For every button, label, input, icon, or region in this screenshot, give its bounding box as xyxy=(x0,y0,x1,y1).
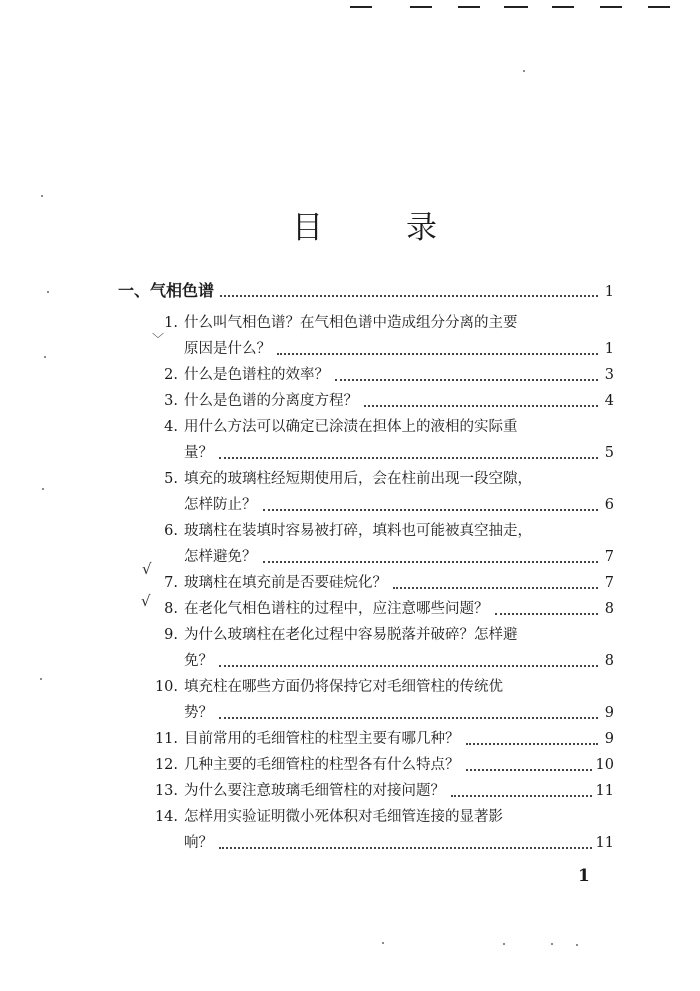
dot-leader xyxy=(466,769,592,771)
dot-leader xyxy=(393,587,598,589)
toc-entry-line[interactable] xyxy=(184,831,614,855)
entry-text: 填充柱在哪些方面仍将保持它对毛细管柱的传统优 xyxy=(184,679,503,695)
page-number: 1 xyxy=(578,866,590,886)
scan-speck xyxy=(44,356,46,358)
scan-speck xyxy=(503,943,505,945)
dot-leader xyxy=(219,457,598,459)
entry-page: 8 xyxy=(604,601,614,617)
entry-text: 怎样避免？ xyxy=(184,549,257,565)
dot-leader xyxy=(263,561,599,563)
entry-number: 9. xyxy=(164,627,178,643)
header-rules xyxy=(350,0,700,12)
entry-number: 5. xyxy=(164,471,178,487)
toc-entry-line[interactable] xyxy=(184,701,614,725)
entry-text: 怎样用实验证明微小死体积对毛细管连接的显著影 xyxy=(184,809,503,825)
entry-page: 11 xyxy=(595,783,614,799)
entry-page: 7 xyxy=(604,575,614,591)
toc-entry-line[interactable] xyxy=(146,727,614,751)
scan-speck xyxy=(41,195,43,197)
entry-text: 用什么方法可以确定已涂渍在担体上的液相的实际重 xyxy=(184,419,518,435)
dot-leader xyxy=(219,847,592,849)
entry-page: 9 xyxy=(604,731,614,747)
entry-page: 11 xyxy=(595,835,614,851)
entry-text: 什么叫气相色谱？在气相色谱中造成组分分离的主要 xyxy=(184,315,518,331)
scan-speck xyxy=(47,291,49,293)
section-label: 一、气相色谱 xyxy=(118,281,215,300)
dot-leader xyxy=(335,379,598,381)
toc-entry-line[interactable] xyxy=(156,389,614,413)
entry-number: 12. xyxy=(154,757,178,773)
entry-number: 4. xyxy=(164,419,178,435)
entry-text: 填充的玻璃柱经短期使用后，会在柱前出现一段空隙， xyxy=(184,471,532,487)
dot-leader xyxy=(277,353,598,355)
entry-number: 11. xyxy=(154,731,178,747)
entry-text: 什么是色谱柱的效率？ xyxy=(184,367,329,383)
toc-entry-line[interactable] xyxy=(184,493,614,517)
toc-entry-line[interactable] xyxy=(184,337,614,361)
scan-speck xyxy=(40,678,42,680)
toc-entry-line[interactable] xyxy=(156,571,614,595)
entry-number: 14. xyxy=(154,809,178,825)
entry-page: 8 xyxy=(604,653,614,669)
toc-entry-line[interactable] xyxy=(156,311,614,335)
toc-entry-line[interactable] xyxy=(156,597,614,621)
scan-speck xyxy=(523,70,525,72)
section-page: 1 xyxy=(604,284,614,300)
entry-number: 6. xyxy=(164,523,178,539)
toc-entry-line[interactable] xyxy=(146,675,614,699)
entry-text: 为什么玻璃柱在老化过程中容易脱落并破碎？怎样避 xyxy=(184,627,518,643)
entry-number: 7. xyxy=(164,575,178,591)
toc-entry-line[interactable] xyxy=(156,363,614,387)
entry-text: 势？ xyxy=(184,705,213,721)
title-char-1: 目 xyxy=(292,210,323,246)
entry-page: 9 xyxy=(604,705,614,721)
toc-entry-line[interactable] xyxy=(156,467,614,491)
entry-number: 2. xyxy=(164,367,178,383)
entry-text: 目前常用的毛细管柱的柱型主要有哪几种？ xyxy=(184,731,460,747)
entry-page: 10 xyxy=(595,757,614,773)
toc-entry-line[interactable] xyxy=(146,753,614,777)
entry-text: 怎样防止？ xyxy=(184,497,257,513)
dot-leader xyxy=(219,717,598,719)
scan-speck xyxy=(551,943,553,945)
toc-section[interactable] xyxy=(118,279,614,303)
toc-entry-line[interactable] xyxy=(184,545,614,569)
toc-entry-line[interactable] xyxy=(156,623,614,647)
dot-leader xyxy=(263,509,599,511)
dot-leader xyxy=(364,405,598,407)
entry-number: 3. xyxy=(164,393,178,409)
toc-entry-line[interactable] xyxy=(146,779,614,803)
entry-text: 玻璃柱在填充前是否要硅烷化？ xyxy=(184,575,387,591)
entry-number: 10. xyxy=(154,679,178,695)
scan-speck xyxy=(576,944,578,946)
entry-text: 原因是什么？ xyxy=(184,341,271,357)
toc-entry-line[interactable] xyxy=(156,415,614,439)
entry-text: 为什么要注意玻璃毛细管柱的对接问题？ xyxy=(184,783,445,799)
handwritten-check-icon: √ xyxy=(141,592,151,610)
entry-text: 玻璃柱在装填时容易被打碎，填料也可能被真空抽走， xyxy=(184,523,532,539)
scan-speck xyxy=(42,488,44,490)
entry-number: 1. xyxy=(164,315,178,331)
entry-text: 几种主要的毛细管柱的柱型各有什么特点？ xyxy=(184,757,460,773)
title-char-2: 录 xyxy=(406,210,437,246)
entry-page: 4 xyxy=(604,393,614,409)
handwritten-check-icon: √ xyxy=(142,560,152,578)
scan-speck xyxy=(382,942,384,944)
toc-entry-line[interactable] xyxy=(156,519,614,543)
entry-page: 6 xyxy=(604,497,614,513)
entry-page: 7 xyxy=(604,549,614,565)
entry-text: 响？ xyxy=(184,835,213,851)
entry-number: 13. xyxy=(154,783,178,799)
entry-page: 1 xyxy=(604,341,614,357)
entry-text: 什么是色谱的分离度方程？ xyxy=(184,393,358,409)
toc-entry-line[interactable] xyxy=(184,441,614,465)
entry-text: 免？ xyxy=(184,653,213,669)
dot-leader xyxy=(451,795,592,797)
handwritten-tick-icon: ﹀ xyxy=(152,332,165,346)
toc-entry-line[interactable] xyxy=(146,805,614,829)
page-title xyxy=(0,208,700,248)
dot-leader xyxy=(219,665,598,667)
dot-leader xyxy=(495,613,599,615)
entry-page: 3 xyxy=(604,367,614,383)
entry-text: 在老化气相色谱柱的过程中，应注意哪些问题？ xyxy=(184,601,489,617)
dot-leader xyxy=(466,743,599,745)
toc-entry-line[interactable] xyxy=(184,649,614,673)
entry-number: 8. xyxy=(164,601,178,617)
entry-text: 量？ xyxy=(184,445,213,461)
entry-page: 5 xyxy=(604,445,614,461)
dot-leader xyxy=(220,295,598,297)
